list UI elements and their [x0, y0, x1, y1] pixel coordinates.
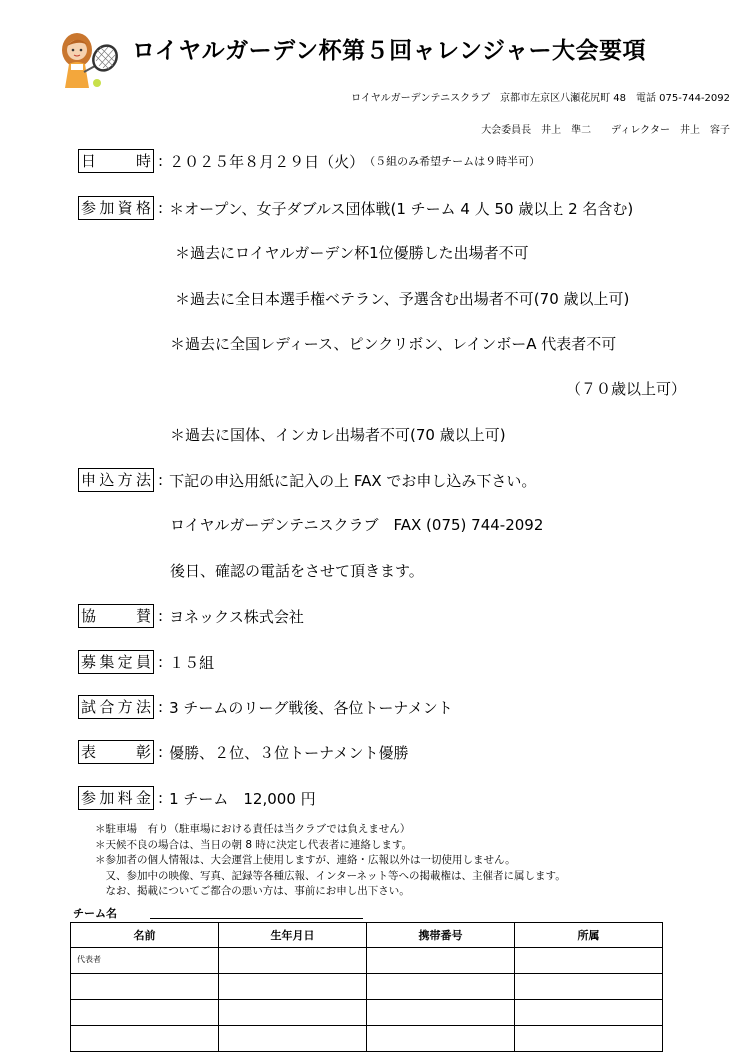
table-cell[interactable] [219, 948, 367, 974]
awards-label: 表彰 [78, 740, 154, 764]
table-cell[interactable] [515, 1026, 663, 1052]
application-line: 後日、確認の電話をさせて頂きます。 [170, 562, 424, 580]
registration-table [70, 922, 663, 1052]
application-line: ロイヤルガーデンテニスクラブ FAX (075) 744-2092 [170, 516, 544, 534]
table-cell[interactable] [515, 1000, 663, 1026]
application-label: 申込方法 [78, 468, 154, 492]
sponsor-label: 協賛 [78, 604, 154, 628]
fee-value: 1 チーム 12,000 円 [169, 789, 316, 808]
table-cell[interactable] [367, 1026, 515, 1052]
table-cell[interactable] [71, 1026, 219, 1052]
note-item: なお、掲載についてご都合の悪い方は、事前にお申し出下さい。 [95, 885, 410, 898]
organizer-info: ロイヤルガーデンテニスクラブ 京都市左京区八瀬花尻町 48 電話 075-744-2092 [351, 93, 730, 104]
table-cell[interactable] [515, 974, 663, 1000]
table-cell[interactable] [219, 974, 367, 1000]
table-cell[interactable] [367, 948, 515, 974]
note-item: 又、参加中の映像、写真、記録等各種広報、インターネット等への掲載権は、主催者に属します。 [95, 869, 566, 882]
table-row [71, 948, 663, 974]
table-cell[interactable] [515, 948, 663, 974]
column-header-birthdate: 生年月日 [219, 923, 367, 948]
table-row [71, 974, 663, 1000]
column-header-affiliation: 所属 [515, 923, 663, 948]
eligibility-label: 参加資格 [78, 196, 154, 220]
table-header-row [71, 923, 663, 948]
representative-label: 代表者 [77, 955, 101, 964]
application-line: 下記の申込用紙に記入の上 FAX でお申し込み下さい。 [169, 471, 537, 490]
eligibility-line: ＊過去に全国レディース、ピンクリボン、レインボーA 代表者不可 [170, 335, 617, 353]
date-row: 日時 : ２０２５年８月２９日（火） （５組のみ希望チームは９時半可） [78, 149, 540, 173]
table-cell[interactable] [71, 948, 219, 974]
note-item: ＊参加者の個人情報は、大会運営上使用しますが、連絡・広報以外は一切使用しません。 [95, 854, 516, 867]
table-cell[interactable] [367, 1000, 515, 1026]
note-item: ＊駐車場 有り（駐車場における責任は当クラブでは負えません） [95, 823, 411, 835]
date-value: ２０２５年８月２９日（火） [169, 152, 365, 171]
table-row [71, 1000, 663, 1026]
table-cell[interactable] [219, 1000, 367, 1026]
awards-value: 優勝、２位、３位トーナメント優勝 [169, 743, 409, 762]
team-name-field[interactable] [150, 918, 363, 919]
table-row [71, 1026, 663, 1052]
format-label: 試合方法 [78, 695, 154, 719]
sponsor-row: 協賛 : ヨネックス株式会社 [78, 604, 304, 628]
tennis-girl-icon [57, 28, 123, 94]
team-name-label: チーム名 [73, 907, 117, 920]
table-cell[interactable] [367, 974, 515, 1000]
notes [95, 822, 566, 900]
note-item: ＊天候不良の場合は、当日の朝 8 時に決定し代表者に連絡します。 [95, 838, 413, 851]
awards-row: 表彰 : 優勝、２位、３位トーナメント優勝 [78, 740, 408, 764]
date-label: 日時 [78, 149, 154, 173]
column-header-name: 名前 [71, 923, 219, 948]
fee-row: 参加料金 : 1 チーム 12,000 円 [78, 786, 316, 810]
capacity-row: 募集定員 : １５組 [78, 650, 214, 674]
capacity-value: １５組 [169, 653, 215, 672]
eligibility-line: ＊過去に国体、インカレ出場者不可(70 歳以上可) [170, 426, 506, 444]
format-value: 3 チームのリーグ戦後、各位トーナメント [169, 698, 453, 717]
table-cell[interactable] [219, 1026, 367, 1052]
table-cell[interactable] [71, 974, 219, 1000]
fee-label: 参加料金 [78, 786, 154, 810]
staff-info: 大会委員長 井上 準二 ディレクター 井上 容子 [481, 125, 730, 136]
page-title: ロイヤルガーデン杯第５回ャレンジャー大会要項 [132, 38, 647, 64]
eligibility-row: 参加資格 : ＊オープン、女子ダブルス団体戦(1 チーム 4 人 50 歳以上 2 名含む) [78, 196, 633, 220]
eligibility-line: ＊過去にロイヤルガーデン杯1位優勝した出場者不可 [175, 244, 529, 262]
sponsor-value: ヨネックス株式会社 [169, 607, 304, 626]
eligibility-line: ＊オープン、女子ダブルス団体戦(1 チーム 4 人 50 歳以上 2 名含む) [169, 199, 634, 218]
capacity-label: 募集定員 [78, 650, 154, 674]
date-note: （５組のみ希望チームは９時半可） [364, 155, 541, 168]
eligibility-line: ＊過去に全日本選手権ベテラン、予選含む出場者不可(70 歳以上可) [175, 290, 630, 308]
application-row: 申込方法 : 下記の申込用紙に記入の上 FAX でお申し込み下さい。 [78, 468, 536, 492]
format-row: 試合方法 : 3 チームのリーグ戦後、各位トーナメント [78, 695, 453, 719]
table-cell[interactable] [71, 1000, 219, 1026]
eligibility-line: （７０歳以上可） [566, 380, 687, 398]
column-header-phone: 携帯番号 [367, 923, 515, 948]
